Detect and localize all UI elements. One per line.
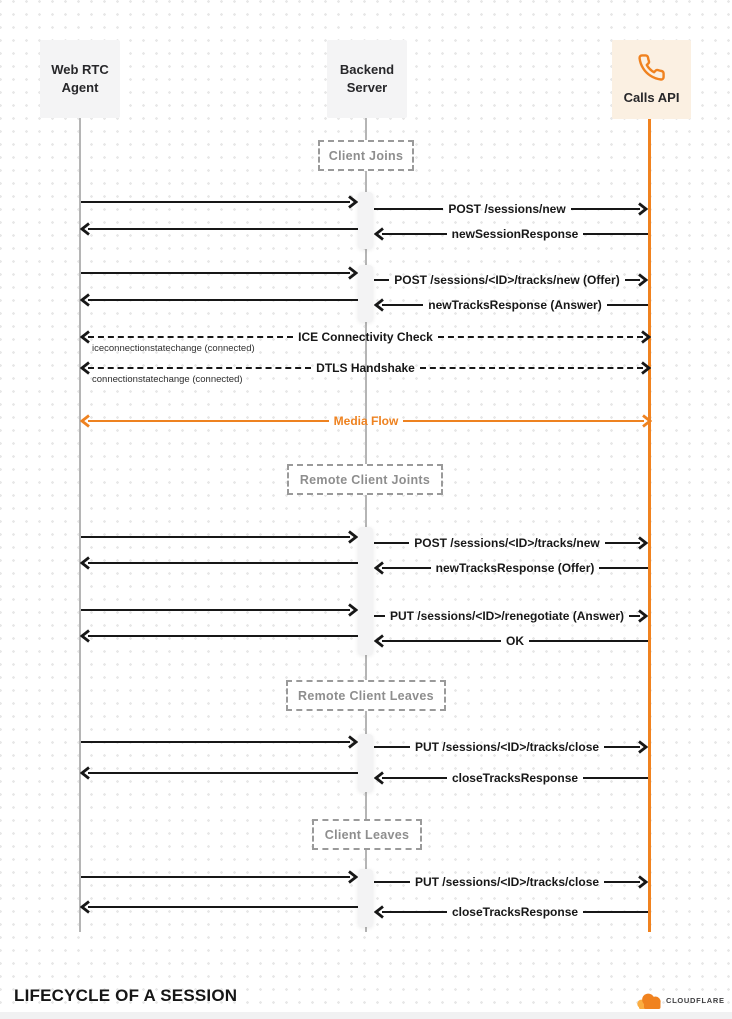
arrowhead-right-icon [637, 608, 648, 624]
arrow-put-renegotiate [374, 607, 648, 625]
message-label: closeTracksResponse [451, 771, 579, 785]
activation-bar [358, 192, 373, 249]
arrow-post-sessions-new [374, 200, 648, 218]
phase-client-joins [318, 140, 414, 171]
actor-label: Calls API [623, 89, 680, 105]
arrow-backend-to-agent [80, 627, 358, 645]
message-label: newTracksResponse (Answer) [428, 298, 602, 312]
message-label: POST /sessions/new [448, 202, 566, 216]
arrow-new-tracks-response-offer [374, 559, 648, 577]
bottom-edge [0, 1012, 732, 1019]
arrowhead-right-icon [637, 874, 648, 890]
arrow-backend-to-agent [80, 220, 358, 238]
message-label: DTLS Handshake [316, 361, 415, 375]
arrowhead-right-icon [637, 535, 648, 551]
activation-bar [358, 527, 373, 655]
message-label: closeTracksResponse [451, 905, 579, 919]
arrow-post-tracks-new-offer [374, 271, 648, 289]
arrow-backend-to-agent [80, 554, 358, 572]
phase-client-leaves [312, 819, 422, 850]
arrow-put-tracks-close [374, 873, 648, 891]
brand-wordmark: CLOUDFLARE [666, 996, 725, 1005]
actor-calls-api [612, 40, 691, 119]
phase-label: Client Joins [328, 148, 404, 163]
lifeline-calls-api [648, 119, 651, 932]
arrowhead-right-icon [347, 602, 358, 618]
arrow-backend-to-agent [80, 898, 358, 916]
page-title: LIFECYCLE OF A SESSION [14, 986, 238, 1005]
arrowhead-right-icon [637, 272, 648, 288]
lifeline-webrtc-agent [79, 118, 81, 932]
arrow-post-tracks-new [374, 534, 648, 552]
arrow-close-tracks-response [374, 769, 648, 787]
arrowhead-right-icon [347, 194, 358, 210]
arrowhead-right-icon [347, 869, 358, 885]
arrow-put-tracks-close [374, 738, 648, 756]
arrowhead-right-icon [347, 529, 358, 545]
cloudflare-logo [636, 992, 725, 1009]
phase-remote-client-joins [287, 464, 443, 495]
arrow-agent-to-backend [81, 528, 358, 546]
arrow-new-tracks-response-answer [374, 296, 648, 314]
arrow-ok [374, 632, 648, 650]
arrowhead-right-icon [637, 739, 648, 755]
arrowhead-right-icon [641, 413, 652, 429]
actor-label: Agent [61, 80, 99, 95]
phone-icon [637, 53, 666, 82]
arrow-agent-to-backend [81, 733, 358, 751]
arrow-backend-to-agent [80, 291, 358, 309]
message-label: PUT /sessions/<ID>/tracks/close [414, 875, 600, 889]
arrow-agent-to-backend [81, 601, 358, 619]
cloudflare-cloud-icon [636, 992, 663, 1009]
phase-label: Remote Client Leaves [298, 688, 434, 703]
message-label: ICE Connectivity Check [298, 330, 433, 344]
activation-bar [358, 265, 373, 322]
actor-label: Server [346, 80, 388, 95]
arrowhead-right-icon [347, 734, 358, 750]
phase-remote-client-leaves [286, 680, 446, 711]
message-label: POST /sessions/<ID>/tracks/new [414, 536, 600, 550]
message-label: POST /sessions/<ID>/tracks/new (Offer) [394, 273, 620, 287]
arrow-backend-to-agent [80, 764, 358, 782]
arrow-agent-to-backend [81, 868, 358, 886]
actor-webrtc-agent [40, 40, 120, 118]
actor-backend-server [327, 40, 407, 118]
message-label: PUT /sessions/<ID>/renegotiate (Answer) [389, 609, 625, 623]
actor-label: Backend [339, 62, 395, 78]
arrow-media-flow [80, 412, 652, 430]
phase-label: Client Leaves [324, 827, 410, 842]
message-label: Media Flow [333, 414, 399, 428]
phase-label: Remote Client Joints [299, 472, 431, 487]
actor-label: Web RTC [51, 62, 109, 78]
arrowhead-right-icon [637, 201, 648, 217]
arrow-close-tracks-response [374, 903, 648, 921]
message-label: newSessionResponse [451, 227, 579, 241]
connection-state-note: connectionstatechange (connected) [92, 374, 243, 385]
ice-state-note: iceconnectionstatechange (connected) [92, 343, 255, 354]
arrow-new-session-response [374, 225, 648, 243]
message-label: OK [506, 634, 524, 648]
message-label: PUT /sessions/<ID>/tracks/close [414, 740, 600, 754]
activation-bar [358, 734, 373, 792]
arrow-agent-to-backend [81, 193, 358, 211]
activation-bar [358, 869, 373, 927]
arrowhead-right-icon [347, 265, 358, 281]
arrowhead-right-icon [640, 360, 651, 376]
arrow-agent-to-backend [81, 264, 358, 282]
arrowhead-right-icon [640, 329, 651, 345]
message-label: newTracksResponse (Offer) [435, 561, 595, 575]
